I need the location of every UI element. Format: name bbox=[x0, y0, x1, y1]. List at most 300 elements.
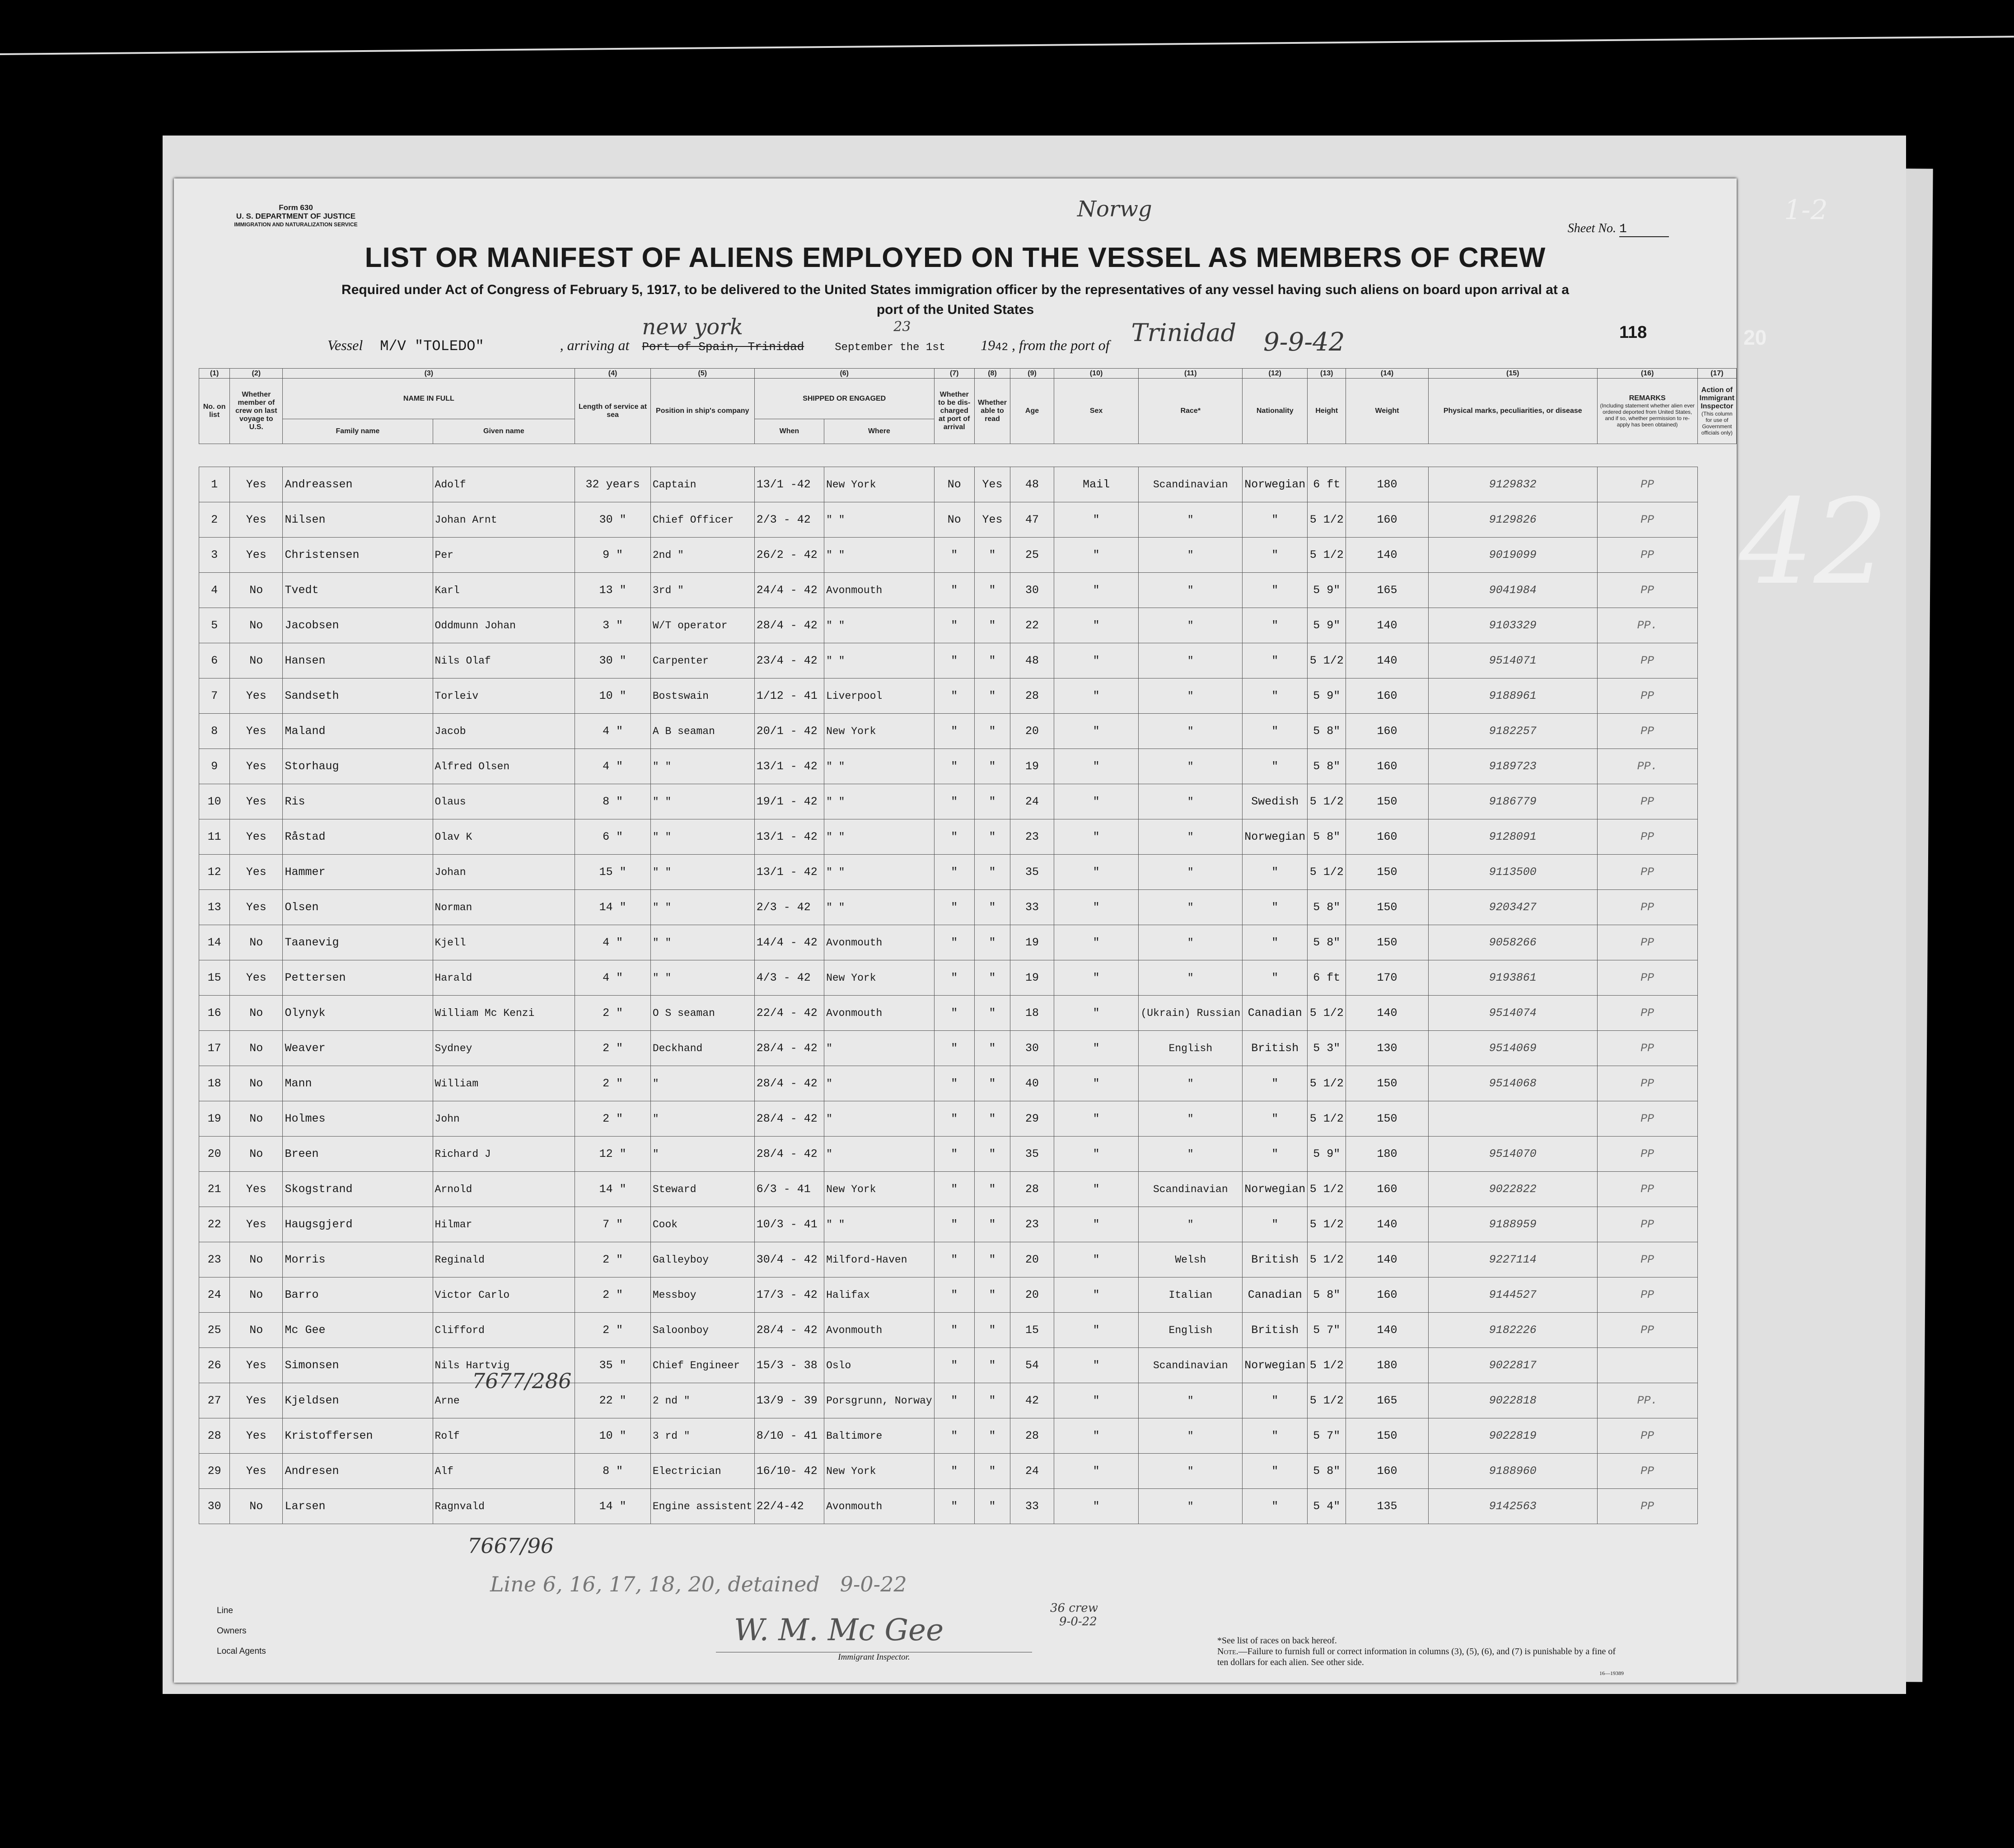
able-to-read-cell: " bbox=[974, 1101, 1010, 1137]
given-name-cell: Hilmar bbox=[433, 1207, 575, 1242]
remarks-cell bbox=[1428, 1101, 1597, 1137]
family-name-cell: Storhaug bbox=[283, 749, 433, 784]
able-to-read-cell: " bbox=[974, 819, 1010, 855]
given-name-cell: Norman bbox=[433, 890, 575, 925]
age-cell: 25 bbox=[1010, 538, 1054, 573]
position-cell: A B seaman bbox=[650, 714, 754, 749]
shipped-when-cell: 13/1 -42 bbox=[754, 467, 824, 502]
col-number: (7) bbox=[934, 369, 974, 379]
table-row bbox=[199, 925, 1737, 960]
remarks-cell: 9514074 bbox=[1428, 996, 1597, 1031]
row-number-cell: 19 bbox=[199, 1101, 230, 1137]
nationality-cell: Norwegian bbox=[1243, 1348, 1308, 1383]
given-name-cell: Torleiv bbox=[433, 678, 575, 714]
position-cell: " " bbox=[650, 925, 754, 960]
inspector-action-cell: PP bbox=[1597, 678, 1697, 714]
able-to-read-cell: " bbox=[974, 1137, 1010, 1172]
row-number-cell: 13 bbox=[199, 890, 230, 925]
header-position: Position in ship's company bbox=[650, 379, 754, 444]
table-row bbox=[199, 960, 1737, 996]
position-cell: 3 rd " bbox=[650, 1418, 754, 1454]
service-length-cell: 30 " bbox=[575, 502, 651, 538]
member-prev-cell: No bbox=[230, 1313, 283, 1348]
sex-cell: " bbox=[1054, 643, 1139, 678]
shipped-where-cell: " " bbox=[824, 890, 935, 925]
age-cell: 42 bbox=[1010, 1383, 1054, 1418]
handwritten-barro-number: 7677/286 bbox=[472, 1369, 572, 1393]
sex-cell: " bbox=[1054, 1489, 1139, 1524]
height-cell: 5 7" bbox=[1308, 1418, 1346, 1454]
able-to-read-cell: " bbox=[974, 1172, 1010, 1207]
sex-cell: " bbox=[1054, 749, 1139, 784]
position-cell: 2nd " bbox=[650, 538, 754, 573]
inspector-action-cell: PP bbox=[1597, 1137, 1697, 1172]
col-number: (3) bbox=[283, 369, 575, 379]
shipped-where-cell: Avonmouth bbox=[824, 925, 935, 960]
given-name-cell: Arne bbox=[433, 1383, 575, 1418]
member-prev-cell: No bbox=[230, 1242, 283, 1277]
height-cell: 5 1/2 bbox=[1308, 996, 1346, 1031]
height-cell: 5 1/2 bbox=[1308, 502, 1346, 538]
member-prev-cell: No bbox=[230, 1137, 283, 1172]
race-cell: " bbox=[1139, 749, 1243, 784]
manifest-sheet bbox=[174, 178, 1737, 1683]
nationality-cell: " bbox=[1243, 1066, 1308, 1101]
page-title: LIST OR MANIFEST OF ALIENS EMPLOYED ON THE VESSEL AS MEMBERS OF CREW bbox=[364, 242, 1546, 273]
race-cell: " bbox=[1139, 855, 1243, 890]
weight-cell: 140 bbox=[1346, 1207, 1429, 1242]
col-number: (8) bbox=[974, 369, 1010, 379]
remarks-cell: 9129832 bbox=[1428, 467, 1597, 502]
able-to-read-cell: " bbox=[974, 643, 1010, 678]
inspector-action-cell: PP bbox=[1597, 1207, 1697, 1242]
footer-note bbox=[1217, 1635, 1624, 1679]
table-row bbox=[199, 1101, 1737, 1137]
family-name-cell: Ris bbox=[283, 784, 433, 819]
nationality-cell: British bbox=[1243, 1031, 1308, 1066]
service-name: IMMIGRATION AND NATURALIZATION SERVICE bbox=[234, 221, 358, 228]
sex-cell: " bbox=[1054, 1066, 1139, 1101]
able-to-read-cell: " bbox=[974, 714, 1010, 749]
shipped-when-cell: 20/1 - 42 bbox=[754, 714, 824, 749]
col-number: (15) bbox=[1428, 369, 1597, 379]
shipped-when-cell: 2/3 - 42 bbox=[754, 890, 824, 925]
able-to-read-cell: " bbox=[974, 784, 1010, 819]
row-number-cell: 26 bbox=[199, 1348, 230, 1383]
sex-cell: " bbox=[1054, 1172, 1139, 1207]
discharged-cell: " bbox=[934, 678, 974, 714]
sex-cell: " bbox=[1054, 1137, 1139, 1172]
nationality-cell: " bbox=[1243, 1454, 1308, 1489]
discharged-cell: " bbox=[934, 643, 974, 678]
detained-note bbox=[490, 1572, 907, 1596]
col-number: (4) bbox=[575, 369, 651, 379]
nationality-cell: " bbox=[1243, 1207, 1308, 1242]
given-name-cell: John bbox=[433, 1101, 575, 1137]
col-number: (11) bbox=[1139, 369, 1243, 379]
discharged-cell: " bbox=[934, 1137, 974, 1172]
position-cell: Captain bbox=[650, 467, 754, 502]
arriving-port-handwritten: new york bbox=[642, 314, 743, 340]
service-length-cell: 10 " bbox=[575, 1418, 651, 1454]
discharged-cell: " bbox=[934, 1418, 974, 1454]
race-cell: " bbox=[1139, 819, 1243, 855]
race-cell: " bbox=[1139, 925, 1243, 960]
col-number: (13) bbox=[1308, 369, 1346, 379]
shipped-when-cell: 13/9 - 39 bbox=[754, 1383, 824, 1418]
shipped-where-cell: Avonmouth bbox=[824, 996, 935, 1031]
from-port-label: , from the port of bbox=[1011, 337, 1110, 353]
service-length-cell: 30 " bbox=[575, 643, 651, 678]
family-name-cell: Kjeldsen bbox=[283, 1383, 433, 1418]
race-cell: " bbox=[1139, 960, 1243, 996]
header-read: Whether able to read bbox=[974, 379, 1010, 444]
given-name-cell: Johan Arnt bbox=[433, 502, 575, 538]
given-name-cell: Nils Hartvig bbox=[433, 1348, 575, 1383]
sex-cell: " bbox=[1054, 678, 1139, 714]
inspector-action-cell: PP bbox=[1597, 819, 1697, 855]
remarks-cell: 9514069 bbox=[1428, 1031, 1597, 1066]
inspector-action-cell: PP bbox=[1597, 502, 1697, 538]
nationality-cell: " bbox=[1243, 643, 1308, 678]
remarks-cell: 9188959 bbox=[1428, 1207, 1597, 1242]
age-cell: 19 bbox=[1010, 749, 1054, 784]
position-cell: " " bbox=[650, 784, 754, 819]
weight-cell: 165 bbox=[1346, 573, 1429, 608]
position-cell: Cook bbox=[650, 1207, 754, 1242]
header-action bbox=[1697, 379, 1736, 444]
position-cell: " bbox=[650, 1137, 754, 1172]
sex-cell: " bbox=[1054, 1101, 1139, 1137]
shipped-where-cell: " " bbox=[824, 1207, 935, 1242]
table-row bbox=[199, 784, 1737, 819]
header-weight: Weight bbox=[1346, 379, 1429, 444]
weight-cell: 150 bbox=[1346, 855, 1429, 890]
table-row bbox=[199, 573, 1737, 608]
margin-note-big-number: 42 bbox=[1739, 474, 1888, 611]
nationality-cell: Norwegian bbox=[1243, 819, 1308, 855]
shipped-when-cell: 13/1 - 42 bbox=[754, 819, 824, 855]
row-number-cell: 17 bbox=[199, 1031, 230, 1066]
discharged-cell: " bbox=[934, 855, 974, 890]
nationality-cell: " bbox=[1243, 608, 1308, 643]
handwritten-larsen-number: 7667/96 bbox=[467, 1534, 554, 1558]
weight-cell: 160 bbox=[1346, 1277, 1429, 1313]
age-cell: 18 bbox=[1010, 996, 1054, 1031]
weight-cell: 160 bbox=[1346, 1172, 1429, 1207]
row-number-cell: 20 bbox=[199, 1137, 230, 1172]
table-row bbox=[199, 819, 1737, 855]
nationality-cell: British bbox=[1243, 1313, 1308, 1348]
inspector-action-cell: PP bbox=[1597, 855, 1697, 890]
remarks-cell: 9188960 bbox=[1428, 1454, 1597, 1489]
position-cell: " " bbox=[650, 890, 754, 925]
header-physical: Physical marks, peculiarities, or disease bbox=[1428, 379, 1597, 444]
service-length-cell: 32 years bbox=[575, 467, 651, 502]
inspector-action-cell: PP bbox=[1597, 1489, 1697, 1524]
form-number: Form 630 bbox=[279, 203, 313, 212]
col-number: (17) bbox=[1697, 369, 1736, 379]
family-name-cell: Nilsen bbox=[283, 502, 433, 538]
position-cell: Galleyboy bbox=[650, 1242, 754, 1277]
table-row bbox=[199, 1454, 1737, 1489]
nationality-cell: " bbox=[1243, 573, 1308, 608]
nationality-cell: " bbox=[1243, 890, 1308, 925]
member-prev-cell: Yes bbox=[230, 1348, 283, 1383]
age-cell: 19 bbox=[1010, 960, 1054, 996]
service-length-cell: 4 " bbox=[575, 714, 651, 749]
shipped-where-cell: " " bbox=[824, 643, 935, 678]
given-name-cell: Nils Olaf bbox=[433, 643, 575, 678]
remarks-cell: 9514068 bbox=[1428, 1066, 1597, 1101]
sheet-number-value: 1 bbox=[1619, 222, 1669, 237]
height-cell: 5 1/2 bbox=[1308, 1348, 1346, 1383]
sex-cell: " bbox=[1054, 960, 1139, 996]
service-length-cell: 7 " bbox=[575, 1207, 651, 1242]
row-number-cell: 25 bbox=[199, 1313, 230, 1348]
weight-cell: 160 bbox=[1346, 678, 1429, 714]
member-prev-cell: No bbox=[230, 1101, 283, 1137]
member-prev-cell: Yes bbox=[230, 467, 283, 502]
shipped-when-cell: 16/10- 42 bbox=[754, 1454, 824, 1489]
table-row bbox=[199, 1172, 1737, 1207]
family-name-cell: Tvedt bbox=[283, 573, 433, 608]
member-prev-cell: Yes bbox=[230, 855, 283, 890]
able-to-read-cell: " bbox=[974, 608, 1010, 643]
sex-cell: " bbox=[1054, 608, 1139, 643]
age-cell: 24 bbox=[1010, 1454, 1054, 1489]
height-cell: 5 3" bbox=[1308, 1031, 1346, 1066]
height-cell: 6 ft bbox=[1308, 467, 1346, 502]
family-name-cell: Mc Gee bbox=[283, 1313, 433, 1348]
position-cell: Electrician bbox=[650, 1454, 754, 1489]
race-cell: " bbox=[1139, 643, 1243, 678]
sex-cell: " bbox=[1054, 538, 1139, 573]
remarks-cell: 9022822 bbox=[1428, 1172, 1597, 1207]
height-cell: 5 9" bbox=[1308, 1137, 1346, 1172]
inspector-action-cell: PP bbox=[1597, 1242, 1697, 1277]
remarks-cell: 9227114 bbox=[1428, 1242, 1597, 1277]
sex-cell: " bbox=[1054, 1207, 1139, 1242]
page-number: 118 bbox=[1619, 323, 1647, 342]
sex-cell: " bbox=[1054, 1242, 1139, 1277]
member-prev-cell: Yes bbox=[230, 960, 283, 996]
inspector-action-cell: PP bbox=[1597, 996, 1697, 1031]
shipped-where-cell: Liverpool bbox=[824, 678, 935, 714]
table-row bbox=[199, 467, 1737, 502]
able-to-read-cell: " bbox=[974, 573, 1010, 608]
inspector-action-cell: PP bbox=[1597, 1172, 1697, 1207]
remarks-cell: 9189723 bbox=[1428, 749, 1597, 784]
row-number-cell: 7 bbox=[199, 678, 230, 714]
nationality-cell: " bbox=[1243, 538, 1308, 573]
position-cell: " bbox=[650, 1101, 754, 1137]
able-to-read-cell: " bbox=[974, 749, 1010, 784]
height-cell: 5 1/2 bbox=[1308, 538, 1346, 573]
sex-cell: " bbox=[1054, 855, 1139, 890]
height-cell: 6 ft bbox=[1308, 960, 1346, 996]
sex-cell: " bbox=[1054, 784, 1139, 819]
row-number-cell: 4 bbox=[199, 573, 230, 608]
age-cell: 40 bbox=[1010, 1066, 1054, 1101]
vessel-name: M/V "TOLEDO" bbox=[380, 338, 484, 355]
discharged-cell: " bbox=[934, 1101, 974, 1137]
able-to-read-cell: " bbox=[974, 1242, 1010, 1277]
weight-cell: 140 bbox=[1346, 996, 1429, 1031]
family-name-cell: Christensen bbox=[283, 538, 433, 573]
able-to-read-cell: " bbox=[974, 960, 1010, 996]
inspector-action-cell: PP bbox=[1597, 784, 1697, 819]
nationality-cell: " bbox=[1243, 714, 1308, 749]
nationality-cell: Norwegian bbox=[1243, 1172, 1308, 1207]
top-rule-line bbox=[0, 36, 2014, 55]
row-number-cell: 30 bbox=[199, 1489, 230, 1524]
weight-cell: 150 bbox=[1346, 1101, 1429, 1137]
height-cell: 5 1/2 bbox=[1308, 1207, 1346, 1242]
member-prev-cell: No bbox=[230, 1489, 283, 1524]
row-number-cell: 16 bbox=[199, 996, 230, 1031]
row-number-cell: 18 bbox=[199, 1066, 230, 1101]
family-name-cell: Taanevig bbox=[283, 925, 433, 960]
able-to-read-cell: " bbox=[974, 1207, 1010, 1242]
col-number: (16) bbox=[1597, 369, 1697, 379]
shipped-when-cell: 26/2 - 42 bbox=[754, 538, 824, 573]
row-number-cell: 23 bbox=[199, 1242, 230, 1277]
date-written: 9-9-42 bbox=[1263, 327, 1345, 357]
shipped-when-cell: 28/4 - 42 bbox=[754, 608, 824, 643]
shipped-where-cell: " " bbox=[824, 784, 935, 819]
table-row bbox=[199, 1242, 1737, 1277]
member-prev-cell: No bbox=[230, 643, 283, 678]
race-cell: " bbox=[1139, 502, 1243, 538]
discharged-cell: No bbox=[934, 467, 974, 502]
row-number-cell: 14 bbox=[199, 925, 230, 960]
discharged-cell: " bbox=[934, 960, 974, 996]
nationality-cell: " bbox=[1243, 925, 1308, 960]
shipped-where-cell: " bbox=[824, 1066, 935, 1101]
inspector-action-cell: PP bbox=[1597, 1066, 1697, 1101]
header-when: When bbox=[754, 419, 824, 444]
race-cell: " bbox=[1139, 1383, 1243, 1418]
shipped-where-cell: " bbox=[824, 1137, 935, 1172]
detained-note-date: 9-0-22 bbox=[840, 1572, 907, 1596]
inspector-action-cell: PP. bbox=[1597, 608, 1697, 643]
table-row bbox=[199, 749, 1737, 784]
able-to-read-cell: " bbox=[974, 925, 1010, 960]
height-cell: 5 8" bbox=[1308, 1277, 1346, 1313]
age-cell: 33 bbox=[1010, 1489, 1054, 1524]
action-note: (This column for use of Government officials only) bbox=[1701, 411, 1733, 436]
nationality-cell: Canadian bbox=[1243, 996, 1308, 1031]
remarks-cell: 9193861 bbox=[1428, 960, 1597, 996]
table-row bbox=[199, 643, 1737, 678]
family-name-cell: Hansen bbox=[283, 643, 433, 678]
inspector-action-cell: PP bbox=[1597, 573, 1697, 608]
able-to-read-cell: " bbox=[974, 855, 1010, 890]
discharged-cell: No bbox=[934, 502, 974, 538]
position-cell: Chief Engineer bbox=[650, 1348, 754, 1383]
from-port-handwritten: Trinidad bbox=[1131, 318, 1237, 347]
position-cell: " " bbox=[650, 819, 754, 855]
shipped-when-cell: 28/4 - 42 bbox=[754, 1137, 824, 1172]
race-cell: " bbox=[1139, 1418, 1243, 1454]
sex-cell: " bbox=[1054, 890, 1139, 925]
age-cell: 28 bbox=[1010, 1172, 1054, 1207]
given-name-cell: Harald bbox=[433, 960, 575, 996]
table-row bbox=[199, 714, 1737, 749]
position-cell: O S seaman bbox=[650, 996, 754, 1031]
table-row bbox=[199, 890, 1737, 925]
subtitle-line-1: Required under Act of Congress of February 5, 1917, to be delivered to the United States immigration officer by the representatives of any vessel having such aliens on board upon arrival at a bbox=[341, 282, 1569, 297]
inspector-action-cell: PP bbox=[1597, 1277, 1697, 1313]
inspector-action-cell: PP bbox=[1597, 538, 1697, 573]
shipped-where-cell: New York bbox=[824, 467, 935, 502]
shipped-when-cell: 28/4 - 42 bbox=[754, 1031, 824, 1066]
given-name-cell: Alfred Olsen bbox=[433, 749, 575, 784]
family-name-cell: Skogstrand bbox=[283, 1172, 433, 1207]
discharged-cell: " bbox=[934, 890, 974, 925]
family-name-cell: Holmes bbox=[283, 1101, 433, 1137]
col-number: (10) bbox=[1054, 369, 1139, 379]
sheet-number-label: Sheet No. bbox=[1567, 221, 1616, 235]
discharged-cell: " bbox=[934, 1207, 974, 1242]
given-name-cell: Rolf bbox=[433, 1418, 575, 1454]
shipped-where-cell: New York bbox=[824, 1172, 935, 1207]
age-cell: 22 bbox=[1010, 608, 1054, 643]
position-cell: " bbox=[650, 1066, 754, 1101]
remarks-cell: 9113500 bbox=[1428, 855, 1597, 890]
able-to-read-cell: " bbox=[974, 1454, 1010, 1489]
discharged-cell: " bbox=[934, 1348, 974, 1383]
given-name-cell: Adolf bbox=[433, 467, 575, 502]
col-number: (9) bbox=[1010, 369, 1054, 379]
shipped-when-cell: 28/4 - 42 bbox=[754, 1066, 824, 1101]
shipped-when-cell: 1/12 - 41 bbox=[754, 678, 824, 714]
service-length-cell: 2 " bbox=[575, 1101, 651, 1137]
shipped-when-cell: 22/4 - 42 bbox=[754, 996, 824, 1031]
sex-cell: " bbox=[1054, 714, 1139, 749]
shipped-when-cell: 28/4 - 42 bbox=[754, 1101, 824, 1137]
shipped-where-cell: " " bbox=[824, 855, 935, 890]
height-cell: 5 1/2 bbox=[1308, 1242, 1346, 1277]
shipped-where-cell: Baltimore bbox=[824, 1418, 935, 1454]
age-cell: 30 bbox=[1010, 1031, 1054, 1066]
nationality-cell: Canadian bbox=[1243, 1277, 1308, 1313]
family-name-cell: Råstad bbox=[283, 819, 433, 855]
member-prev-cell: Yes bbox=[230, 1454, 283, 1489]
given-name-cell: Johan bbox=[433, 855, 575, 890]
shipped-where-cell: Avonmouth bbox=[824, 1489, 935, 1524]
height-cell: 5 4" bbox=[1308, 1489, 1346, 1524]
member-prev-cell: Yes bbox=[230, 1207, 283, 1242]
row-number-cell: 11 bbox=[199, 819, 230, 855]
table-row bbox=[199, 1348, 1737, 1383]
weight-cell: 130 bbox=[1346, 1031, 1429, 1066]
given-name-cell: Arnold bbox=[433, 1172, 575, 1207]
race-cell: " bbox=[1139, 714, 1243, 749]
family-name-cell: Weaver bbox=[283, 1031, 433, 1066]
year-value: 42 bbox=[995, 342, 1008, 354]
inspector-action-cell: PP bbox=[1597, 643, 1697, 678]
remarks-cell: 9022817 bbox=[1428, 1348, 1597, 1383]
position-cell: Deckhand bbox=[650, 1031, 754, 1066]
age-cell: 48 bbox=[1010, 643, 1054, 678]
shipped-when-cell: 10/3 - 41 bbox=[754, 1207, 824, 1242]
discharged-cell: " bbox=[934, 1066, 974, 1101]
height-cell: 5 7" bbox=[1308, 1313, 1346, 1348]
nationality-cell: " bbox=[1243, 855, 1308, 890]
family-name-cell: Haugsgjerd bbox=[283, 1207, 433, 1242]
